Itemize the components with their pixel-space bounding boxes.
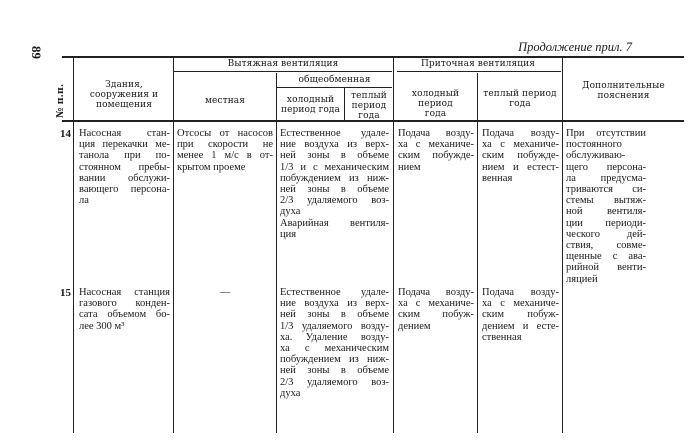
text-line: ние воздуха из верх- (280, 139, 389, 151)
text-line: венная (482, 172, 513, 184)
header-supply-cold (394, 89, 477, 119)
col-divider-7 (562, 57, 563, 433)
row15-building (79, 287, 170, 332)
text-line: ляцией (566, 273, 598, 285)
header-supply-warm (478, 89, 562, 109)
header-text: пояснения (597, 91, 650, 101)
header-text: холодный (286, 95, 335, 105)
text-line: щего персона- (566, 161, 646, 173)
page-number: 89 (29, 46, 44, 59)
text-line: При отсутствии (566, 128, 646, 139)
text-line: рийной венти- (566, 262, 646, 274)
text-line: ским побуж- (398, 309, 474, 321)
header-text: года (358, 111, 380, 121)
header-text: холодный период (411, 89, 460, 109)
text-line: ха с механическим (280, 343, 389, 355)
text-line: ха с механиче- (398, 298, 474, 310)
text-line: 1/3 удаляемого возду- (280, 320, 389, 332)
text-line: ским побуж- (482, 309, 559, 321)
text-line: газового конден- (79, 298, 170, 310)
text-line: 2/3 удаляемого воз- (280, 195, 389, 207)
col-divider-2 (173, 57, 174, 433)
header-exhaust-cold (277, 95, 344, 115)
text-line: ха с механиче- (482, 298, 559, 310)
text-line: ческого дей- (566, 228, 646, 240)
text-line: ским побужде- (398, 150, 474, 162)
text-line: 1/3 и с механическим (280, 161, 389, 173)
text-line: Подача возду- (398, 128, 474, 139)
header-text: теплый (351, 91, 387, 101)
row-number: 15 (60, 287, 71, 299)
text-line: ция (280, 228, 297, 240)
header-text: период года (280, 105, 341, 115)
text-line: духа (280, 206, 301, 218)
continuation-label: Продолжение прил. 7 (518, 40, 632, 54)
row14-exhaust-general (280, 128, 389, 240)
row14-supply-cold (398, 128, 474, 173)
text-line: Естественное удале- (280, 128, 389, 139)
text-line: ственная (482, 331, 522, 343)
text-line: крытом проеме (177, 161, 246, 173)
text-line: побуждением из ниж- (280, 354, 389, 366)
header-general: общеобменная (298, 75, 371, 85)
dash: — (219, 287, 231, 298)
text-line: дением (398, 320, 431, 332)
text-line: Аварийная вентиля- (280, 217, 389, 229)
text-line: ствия, совме- (566, 240, 646, 252)
text-line: дением и есте- (482, 320, 559, 332)
text-line: при скорости не (177, 139, 273, 151)
header-text: период (351, 101, 387, 111)
subheader-line-exhaust (174, 71, 392, 72)
text-line: ла предусма- (566, 172, 646, 184)
text-line: ней зоны в объеме (280, 365, 389, 377)
text-line: стоянном пребы- (79, 161, 170, 173)
text-line: нием (398, 161, 421, 173)
text-line: ней зоны в объеме (280, 309, 389, 321)
header-text: Дополнительные (582, 81, 665, 91)
header-text: года (424, 109, 447, 119)
row15-exhaust-general (280, 287, 389, 399)
header-local: местная (204, 96, 246, 106)
text-line: духа (280, 387, 301, 399)
col-divider-6 (477, 73, 478, 433)
header-exhaust: Вытяжная вентиляция (227, 59, 339, 69)
text-line: нием и естест- (482, 161, 559, 173)
text-line: вающего персона- (79, 184, 170, 196)
table-top-border (62, 56, 684, 58)
text-line: ней зоны в объеме (280, 150, 389, 162)
header-num: № п.п. (55, 83, 66, 118)
text-line: ции периоди- (566, 217, 646, 229)
header-buildings: Здания, сооружения и помещения (89, 80, 159, 110)
subheader-line-general (277, 87, 392, 88)
text-line: Подача возду- (482, 128, 559, 139)
text-line: танола при по- (79, 150, 170, 162)
text-line: менее 1 м/с в от- (177, 150, 273, 162)
text-line: ция перекачки ме- (79, 139, 170, 151)
text-line: ней зоны в объеме (280, 184, 389, 196)
row14-supply-warm (482, 128, 559, 184)
text-line: Насосная станция (79, 287, 170, 298)
row14-notes (566, 128, 646, 285)
header-notes (563, 81, 684, 101)
text-line: стемы вытяж- (566, 195, 646, 207)
row15-local (177, 287, 273, 298)
header-text: года (509, 99, 531, 109)
text-line: сата объемом бо- (79, 309, 170, 321)
header-exhaust-warm (345, 91, 393, 121)
text-line: обслуживаю- (566, 150, 626, 162)
header-text: теплый период (483, 89, 557, 99)
text-line: лее 300 м³ (79, 320, 125, 332)
text-line: постоянного (566, 139, 622, 151)
text-line: ной вентиля- (566, 206, 646, 218)
row-number: 14 (60, 128, 71, 140)
text-line: триваются си- (566, 184, 646, 196)
text-line: Естественное удале- (280, 287, 389, 298)
row14-local (177, 128, 273, 173)
text-line: вании обслужи- (79, 172, 170, 184)
text-line: Подача возду- (482, 287, 559, 298)
text-line: ским побужде- (482, 150, 559, 162)
subheader-line-supply (397, 71, 561, 72)
row15-supply-cold (398, 287, 474, 332)
text-line: Подача возду- (398, 287, 474, 298)
text-line: Отсосы от насосов (177, 128, 273, 139)
text-line: побуждением из ниж- (280, 172, 389, 184)
text-line: ние воздуха из верх- (280, 298, 389, 310)
text-line: ха с механиче- (398, 139, 474, 151)
col-divider-3 (276, 73, 277, 433)
row15-supply-warm (482, 287, 559, 343)
text-line: ла (79, 195, 89, 207)
text-line: ха с механиче- (482, 139, 559, 151)
header-supply: Приточная вентиляция (420, 59, 536, 69)
text-line: ха. Удаление возду- (280, 331, 389, 343)
col-divider-1 (73, 57, 74, 433)
text-line: щенные с ава- (566, 251, 646, 263)
row14-building (79, 128, 170, 206)
text-line: 2/3 удаляемого воз- (280, 376, 389, 388)
text-line: Насосная стан- (79, 128, 170, 139)
